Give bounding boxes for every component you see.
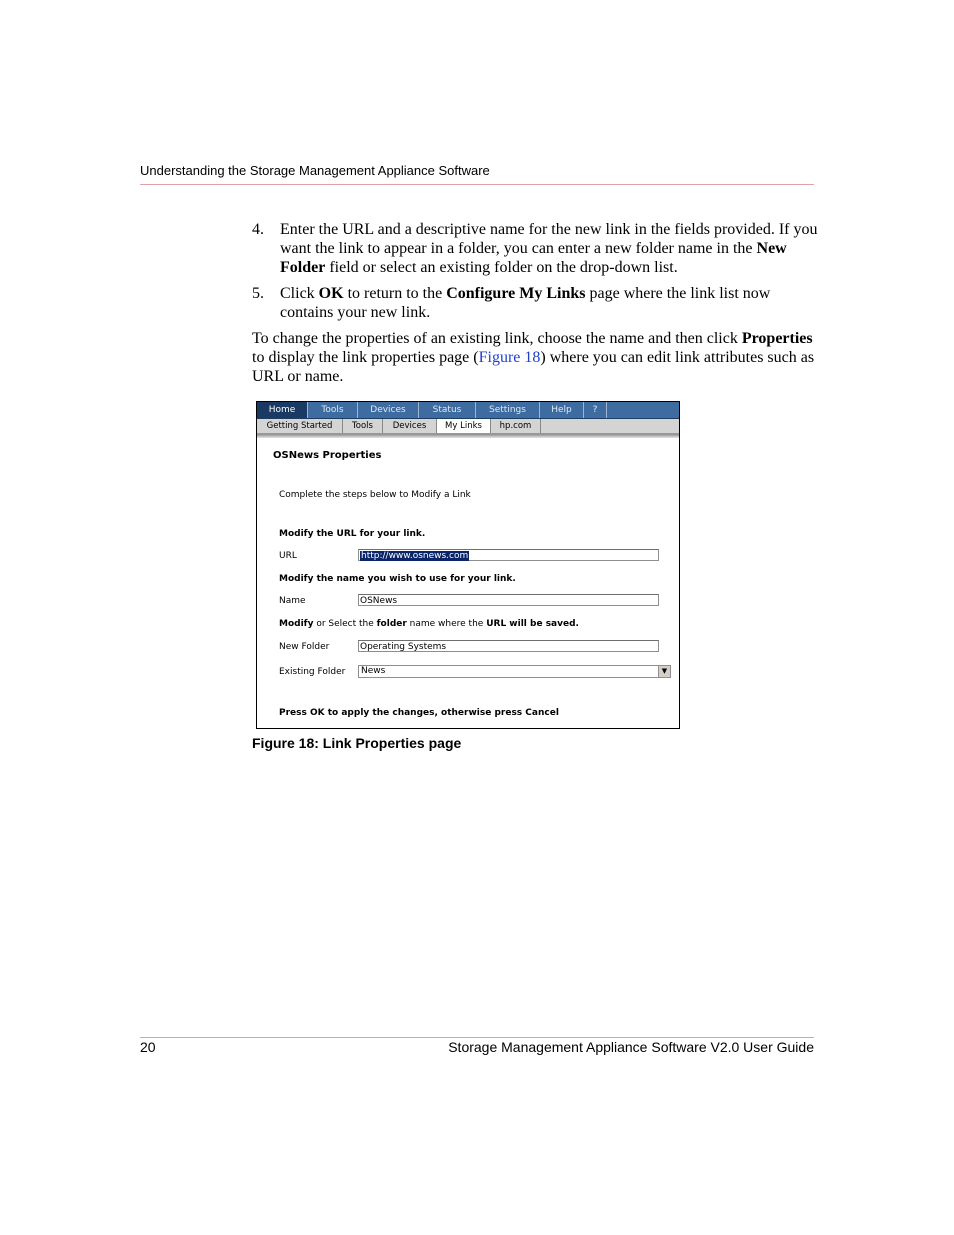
name-section-heading: Modify the name you wish to use for your link. [279, 574, 516, 584]
subtab-devices[interactable]: Devices [383, 419, 437, 433]
existing-folder-select[interactable] [358, 665, 671, 678]
step-text-part: page where the link list now contains your new link. [280, 285, 771, 321]
folder-bold: Modify [279, 619, 314, 629]
step-bold-term: New Folder [280, 240, 787, 276]
step-text-part: Enter the URL and a descriptive name for the new link in the fields provided. If you want the link to appear in a folder, you can enter a new folder name in the [280, 221, 818, 257]
paragraph-text: ) where you can edit link attributes such as URL or name. [252, 349, 815, 385]
primary-nav [257, 402, 679, 419]
name-input[interactable]: OSNews [358, 594, 659, 606]
existing-folder-label: Existing Folder [279, 667, 346, 677]
nav-tab-settings[interactable]: Settings [476, 402, 540, 418]
footer-rule [140, 1037, 814, 1038]
link-properties-screenshot [256, 401, 680, 729]
page-title: OSNews Properties [273, 450, 382, 461]
step-text-part: to return to the [343, 285, 447, 302]
step-bold-term: OK [318, 285, 344, 302]
secondary-nav [257, 419, 679, 434]
folder-bold: URL will be saved. [486, 619, 579, 629]
nav-tab-devices[interactable]: Devices [358, 402, 419, 418]
folder-section-heading [279, 619, 579, 629]
subtab-getting-started[interactable]: Getting Started [257, 419, 343, 433]
running-head: Understanding the Storage Management Appliance Software [140, 163, 490, 178]
url-section-text: Modify the URL for your link. [279, 529, 426, 539]
url-input[interactable] [358, 549, 659, 561]
step-text [280, 220, 818, 277]
nav-tab-tools[interactable]: Tools [308, 402, 358, 418]
new-folder-input[interactable]: Operating Systems [358, 640, 659, 652]
paragraph-text: To change the properties of an existing link, choose the name and then click [252, 330, 742, 347]
footer-note: Press OK to apply the changes, otherwise press Cancel [279, 708, 559, 718]
nav-shadow [257, 434, 679, 438]
url-section-heading [279, 529, 425, 539]
subtab-my-links[interactable]: My Links [437, 419, 491, 433]
folder-bold: folder [376, 619, 407, 629]
figure-link[interactable]: Figure 18 [478, 349, 541, 366]
paragraph-text: to display the link properties page ( [252, 349, 479, 366]
step-text-part: Click [280, 285, 319, 302]
step-text-part: field or select an existing folder on the drop-down list. [325, 259, 678, 276]
name-label: Name [279, 596, 306, 606]
paragraph-bold-term: Properties [741, 330, 813, 347]
nav-tab-help[interactable]: Help [540, 402, 584, 418]
body-paragraph [252, 329, 818, 386]
nav-tab-question[interactable]: ? [584, 402, 607, 418]
step-number: 4. [252, 221, 264, 238]
new-folder-label: New Folder [279, 642, 330, 652]
intro-text: Complete the steps below to Modify a Link [279, 490, 471, 500]
nav-tab-home[interactable]: Home [257, 402, 308, 418]
subtab-tools[interactable]: Tools [343, 419, 383, 433]
existing-folder-value: News [361, 666, 386, 676]
document-title: Storage Management Appliance Software V2.0 User Guide [448, 1039, 814, 1055]
header-rule [140, 184, 814, 185]
step-number: 5. [252, 285, 264, 302]
subtab-hp-com[interactable]: hp.com [491, 419, 541, 433]
folder-text: or Select the [313, 619, 377, 629]
folder-text: name where the [406, 619, 487, 629]
page-number: 20 [140, 1039, 156, 1055]
step-bold-term: Configure My Links [446, 285, 586, 302]
figure-caption: Figure 18: Link Properties page [252, 735, 462, 751]
chevron-down-icon[interactable]: ▼ [658, 666, 670, 677]
url-value: http://www.osnews.com [361, 551, 469, 561]
step-text [280, 284, 818, 322]
nav-tab-status[interactable]: Status [419, 402, 476, 418]
url-label: URL [279, 551, 297, 561]
